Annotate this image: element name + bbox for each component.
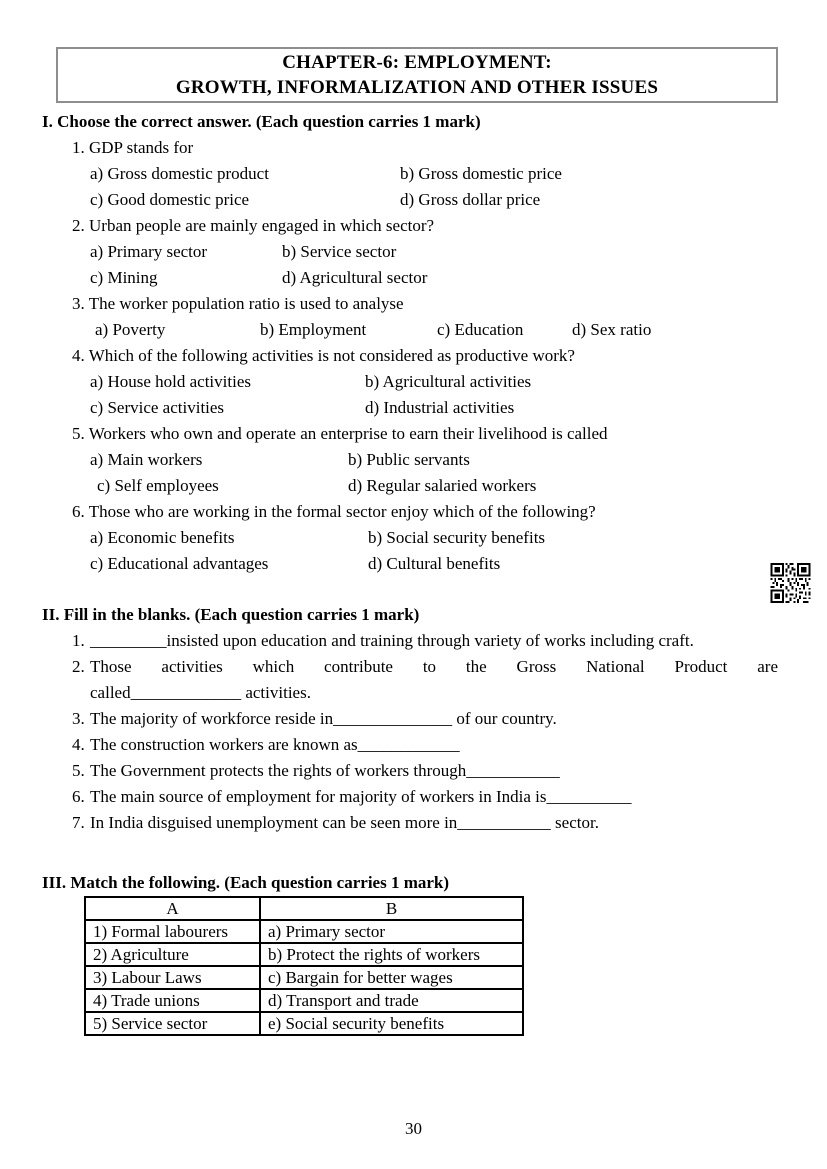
option-a: a) Gross domestic product	[90, 164, 269, 183]
fill-item-number: 2.	[72, 657, 85, 676]
fill-item-text: called_____________ activities.	[90, 683, 311, 702]
match-table	[84, 896, 524, 1036]
table-row	[85, 989, 523, 1012]
option-c: c) Self employees	[97, 476, 219, 495]
option-b: b) Social security benefits	[368, 528, 546, 547]
fill-item-1	[42, 628, 778, 654]
fill-item-text: The Government protects the rights of workers through___________	[90, 761, 560, 780]
option-c: c) Mining	[90, 268, 158, 287]
fill-item-number-spacer	[42, 680, 90, 706]
question-5: 5. Workers who own and operate an enterprise to earn their livelihood is called	[72, 424, 608, 443]
question-3: 3. The worker population ratio is used to analyse	[72, 294, 404, 313]
fill-item-number: 6.	[72, 787, 85, 806]
table-row	[85, 943, 523, 966]
fill-item-text: Those activities which contribute to the Gross National Product are	[90, 657, 778, 676]
option-d: d) Agricultural sector	[282, 268, 428, 287]
fill-item-5	[42, 758, 778, 784]
question-6: 6. Those who are working in the formal sector enjoy which of the following?	[72, 502, 596, 521]
match-cell-b2: b) Protect the rights of workers	[260, 943, 523, 966]
fill-item-number: 4.	[72, 735, 85, 754]
chapter-title-box	[56, 47, 778, 103]
question-6-options-row-2	[42, 551, 778, 577]
question-5-options-row-2	[42, 473, 778, 499]
qr-code-icon	[769, 563, 812, 603]
question-1-options-row-2	[42, 187, 778, 213]
option-d: d) Cultural benefits	[368, 554, 501, 573]
page-number: 30	[405, 1119, 422, 1138]
question-4-options-row-2	[42, 395, 778, 421]
option-d: d) Sex ratio	[572, 320, 652, 339]
question-4: 4. Which of the following activities is not considered as productive work?	[72, 346, 575, 365]
question-1-options-row-1	[42, 161, 778, 187]
match-cell-b5: e) Social security benefits	[260, 1012, 523, 1035]
option-c: c) Good domestic price	[90, 190, 250, 209]
page-content	[42, 101, 778, 1036]
fill-item-number: 1.	[72, 631, 85, 650]
option-b: b) Service sector	[282, 242, 397, 261]
table-row	[85, 1012, 523, 1035]
question-6-options-row-1	[42, 525, 778, 551]
fill-item-number: 7.	[72, 813, 85, 832]
option-d: d) Regular salaried workers	[348, 476, 537, 495]
question-2: 2. Urban people are mainly engaged in which sector?	[72, 216, 435, 235]
option-a: a) Primary sector	[90, 242, 208, 261]
question-2-options-row-2	[42, 265, 778, 291]
fill-item-7	[42, 810, 778, 836]
option-b: b) Gross domestic price	[400, 164, 562, 183]
section-3-heading: III. Match the following. (Each question carries 1 mark)	[42, 873, 450, 892]
chapter-title-line1: CHAPTER-6: EMPLOYMENT:	[282, 52, 552, 73]
question-2-options-row-1	[42, 239, 778, 265]
match-table-header-row	[85, 897, 523, 920]
question-5-options-row-1	[42, 447, 778, 473]
option-b: b) Employment	[260, 320, 367, 339]
match-cell-b1: a) Primary sector	[260, 920, 523, 943]
option-c: c) Education	[437, 320, 524, 339]
option-a: a) Poverty	[95, 320, 166, 339]
match-cell-a5: 5) Service sector	[85, 1012, 260, 1035]
option-d: d) Industrial activities	[365, 398, 515, 417]
option-a: a) Economic benefits	[90, 528, 235, 547]
fill-item-3	[42, 706, 778, 732]
match-cell-a3: 3) Labour Laws	[85, 966, 260, 989]
option-b: b) Public servants	[348, 450, 470, 469]
match-table-header-b: B	[260, 897, 523, 920]
match-cell-b3: c) Bargain for better wages	[260, 966, 523, 989]
option-b: b) Agricultural activities	[365, 372, 532, 391]
option-a: a) Main workers	[90, 450, 203, 469]
fill-item-2-line-2	[42, 680, 778, 706]
fill-item-6	[42, 784, 778, 810]
match-cell-a4: 4) Trade unions	[85, 989, 260, 1012]
option-a: a) House hold activities	[90, 372, 251, 391]
fill-item-2-line-1	[42, 654, 778, 680]
fill-item-number: 3.	[72, 709, 85, 728]
match-cell-b4: d) Transport and trade	[260, 989, 523, 1012]
question-3-options-row	[42, 317, 778, 343]
table-row	[85, 920, 523, 943]
fill-item-text: The construction workers are known as____________	[90, 735, 460, 754]
option-c: c) Service activities	[90, 398, 225, 417]
table-row	[85, 966, 523, 989]
fill-item-text: _________insisted upon education and training through variety of works including craft.	[90, 631, 694, 650]
option-d: d) Gross dollar price	[400, 190, 541, 209]
fill-item-text: The majority of workforce reside in______________ of our country.	[90, 709, 557, 728]
match-cell-a2: 2) Agriculture	[85, 943, 260, 966]
match-table-header-a: A	[85, 897, 260, 920]
fill-item-4	[42, 732, 778, 758]
question-4-options-row-1	[42, 369, 778, 395]
section-2-heading: II. Fill in the blanks. (Each question carries 1 mark)	[42, 605, 420, 624]
section-1-heading: I. Choose the correct answer. (Each question carries 1 mark)	[42, 112, 481, 131]
match-cell-a1: 1) Formal labourers	[85, 920, 260, 943]
fill-item-text: In India disguised unemployment can be seen more in___________ sector.	[90, 813, 599, 832]
option-c: c) Educational advantages	[90, 554, 269, 573]
question-1: 1. GDP stands for	[72, 138, 194, 157]
fill-item-text: The main source of employment for majority of workers in India is__________	[90, 787, 632, 806]
chapter-title-line2: GROWTH, INFORMALIZATION AND OTHER ISSUES	[175, 77, 659, 98]
fill-item-number: 5.	[72, 761, 85, 780]
